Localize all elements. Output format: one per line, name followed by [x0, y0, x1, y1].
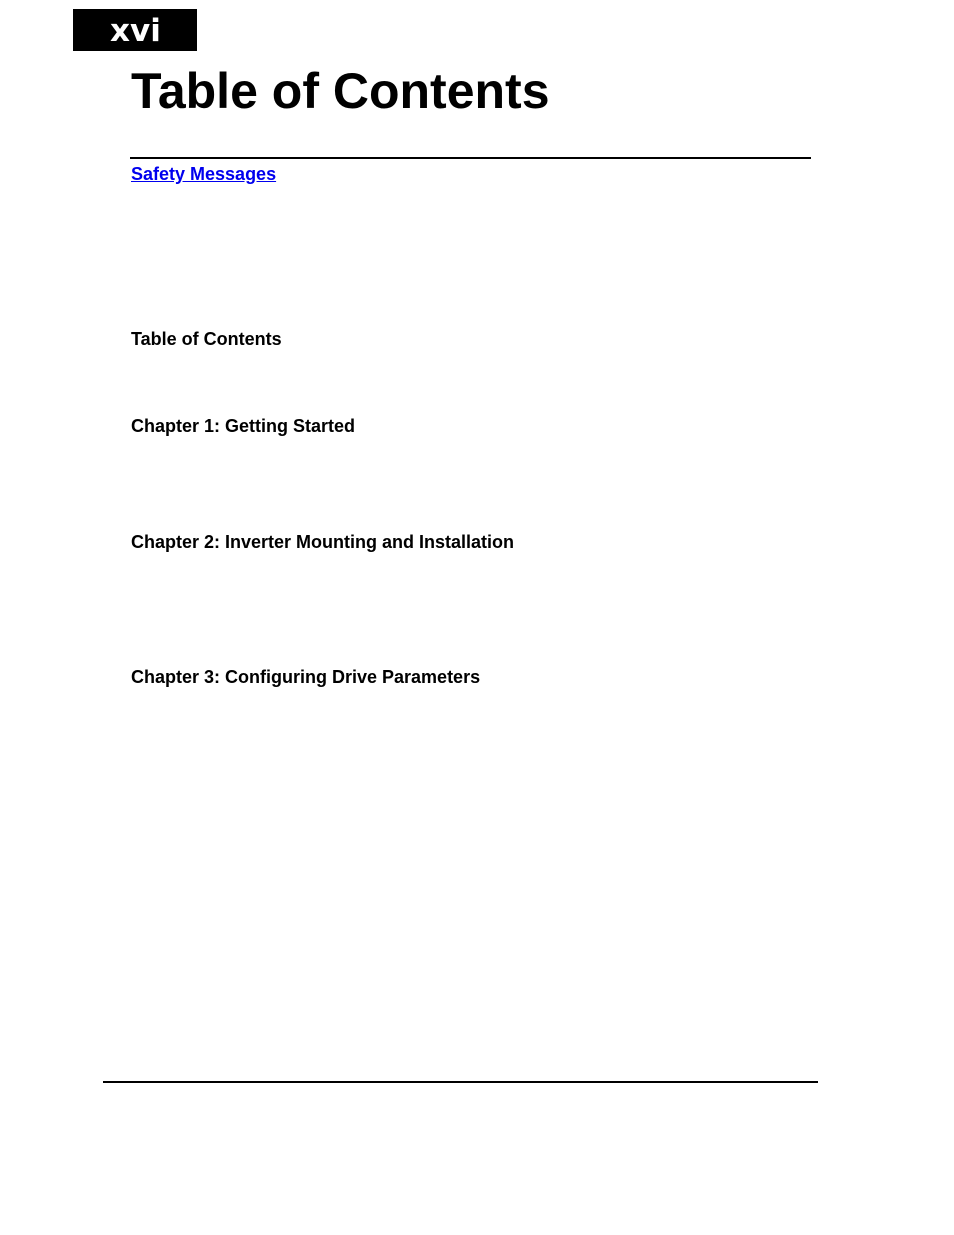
page-title: Table of Contents [131, 63, 550, 119]
page-number-badge: xvi [73, 9, 197, 51]
toc-entry-table-of-contents: Table of Contents [131, 329, 282, 349]
toc-entry-chapter-3: Chapter 3: Configuring Drive Parameters [131, 667, 481, 687]
title-divider [130, 157, 811, 159]
toc-entry-chapter-2: Chapter 2: Inverter Mounting and Installation [131, 532, 515, 552]
footer-divider [103, 1081, 818, 1083]
toc-entry-chapter-1: Chapter 1: Getting Started [131, 416, 356, 436]
toc-link-safety-messages[interactable]: Safety Messages [131, 164, 277, 184]
